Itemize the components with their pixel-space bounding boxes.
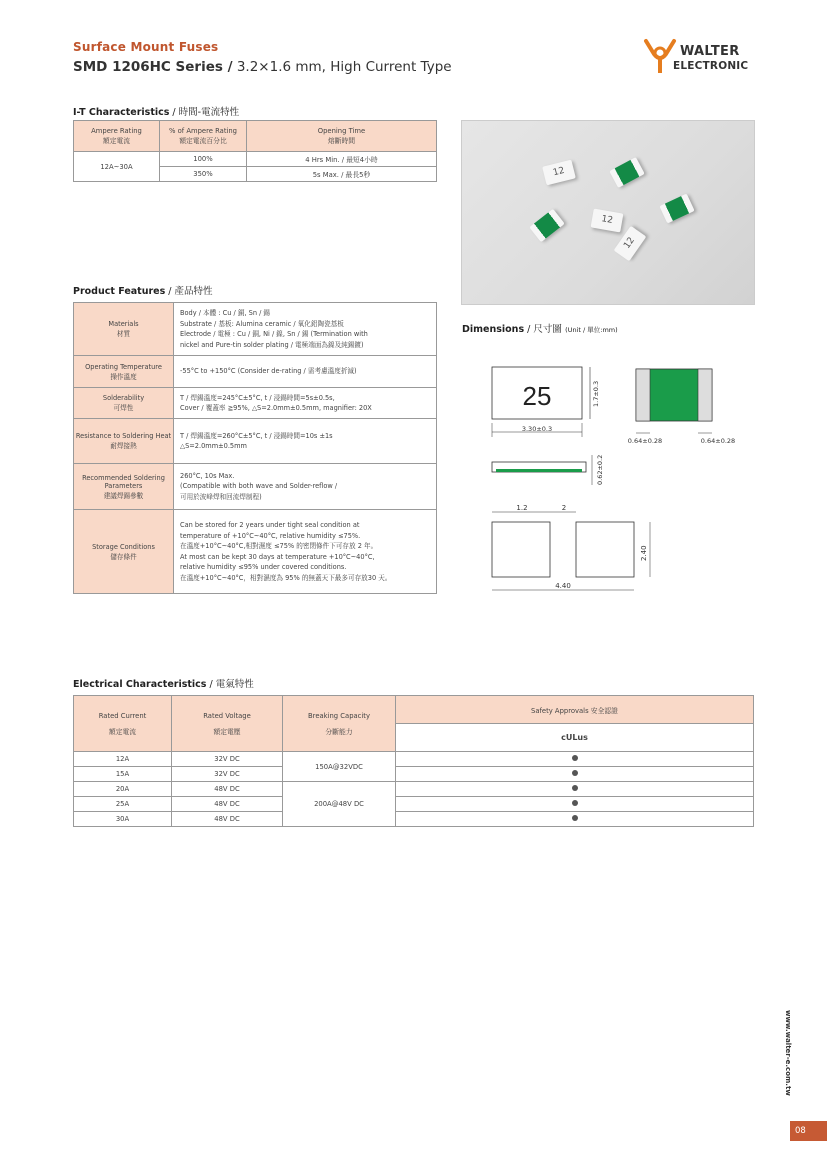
elec-header-capacity: Breaking Capacity 分斷能力	[283, 696, 396, 752]
table-row	[74, 510, 437, 594]
feature-label-storage: Storage Conditions 儲存條件	[74, 510, 174, 594]
elec-voltage: 48V DC	[172, 782, 283, 797]
chip-photo-6: 12	[614, 226, 647, 261]
table-row	[74, 767, 754, 782]
elec-capacity-2: 200A@48V DC	[283, 782, 396, 827]
elec-approval	[396, 782, 754, 797]
elec-current: 25A	[74, 797, 172, 812]
approved-dot-icon	[572, 800, 578, 806]
dim-pad-total: 4.40	[555, 582, 571, 590]
category-title: Surface Mount Fuses	[73, 40, 219, 54]
elec-header-safety: Safety Approvals 安全認證	[396, 696, 754, 724]
elec-capacity-1: 150A@32VDC	[283, 752, 396, 782]
chip-photo-3	[529, 209, 564, 242]
chip-photo-4: 12	[591, 209, 624, 233]
dimensions-section-title: Dimensions / 尺寸圖 (Unit / 單位:mm)	[462, 324, 618, 335]
approved-dot-icon	[572, 815, 578, 821]
logo-text-walter: WALTER	[680, 44, 740, 59]
approved-dot-icon	[572, 785, 578, 791]
it-time-cell: 4 Hrs Min. / 最短4小時	[247, 152, 437, 167]
table-row	[74, 356, 437, 388]
dim-term-left: 0.64±0.28	[627, 437, 663, 445]
dim-pad-gap: 2	[561, 504, 567, 512]
feature-label-soldering-params: Recommended Soldering Parameters 建議焊錫參數	[74, 464, 174, 510]
electrical-table	[73, 695, 754, 827]
elec-approval	[396, 797, 754, 812]
it-header-rating: Ampere Rating 額定電流	[74, 121, 160, 152]
feature-label-materials: Materials 材質	[74, 303, 174, 356]
table-row	[74, 419, 437, 464]
features-section-title: Product Features / 產品特性	[73, 286, 213, 297]
elec-voltage: 48V DC	[172, 797, 283, 812]
series-desc: 3.2×1.6 mm, High Current Type	[232, 59, 452, 75]
chip-photo-5	[659, 194, 694, 224]
table-row	[74, 797, 754, 812]
it-header-percent: % of Ampere Rating 額定電流百分比	[160, 121, 247, 152]
chip-photo-2	[609, 157, 644, 188]
table-row	[74, 812, 754, 827]
table-row	[74, 303, 437, 356]
elec-approval	[396, 752, 754, 767]
logo-text-electronic: ELECTRONIC	[673, 60, 749, 72]
table-row	[74, 464, 437, 510]
dimension-drawing	[480, 355, 760, 605]
footer-url: www.walter-e.com.tw	[784, 1010, 792, 1096]
elec-current: 15A	[74, 767, 172, 782]
chip-photo-1: 12	[542, 160, 576, 186]
walter-logo	[640, 38, 760, 78]
dim-pad-height: 2.40	[640, 545, 648, 561]
series-name: SMD 1206HC Series /	[73, 59, 233, 75]
table-row	[74, 782, 754, 797]
dim-pad-width: 1.2	[516, 504, 528, 512]
elec-current: 20A	[74, 782, 172, 797]
elec-approval	[396, 812, 754, 827]
approved-dot-icon	[572, 770, 578, 776]
dim-thickness: 0.62±0.2	[596, 454, 604, 485]
feature-value-storage: Can be stored for 2 years under tight seal condition at temperature of +10°C~40°C, relative humidity ≤75%. 在溫度+10°C~40°C,相對濕度 ≤75% 的密閉條件下可存放 2 年。 At most can be kept 30 days at temperature +10°C~40°C, relative humidity ≤95% under covered conditions. 在溫度+10°C~40°C，相對濕度為 95% 的無蓋天下最多可存放30 天。	[174, 510, 437, 594]
series-title	[73, 59, 452, 75]
table-row	[74, 388, 437, 419]
it-section-title: I-T Characteristics / 時間-電流特性	[73, 107, 240, 118]
product-photo	[461, 120, 755, 305]
feature-value-soldering-heat: T / 焊錫溫度=260°C±5°C, t / 浸錫時間=10s ±1s △S=2.0mm±0.5mm	[174, 419, 437, 464]
elec-voltage: 48V DC	[172, 812, 283, 827]
chip-marking: 25	[522, 381, 552, 411]
elec-header-voltage: Rated Voltage 額定電壓	[172, 696, 283, 752]
pad-left	[492, 522, 550, 577]
ul-approval-cell	[396, 724, 754, 752]
dim-length: 3.30±0.3	[521, 425, 553, 433]
elec-current: 12A	[74, 752, 172, 767]
feature-label-solderability: Solderability 可焊性	[74, 388, 174, 419]
elec-voltage: 32V DC	[172, 767, 283, 782]
ul-mark-icon: cULus	[561, 733, 588, 742]
feature-value-operating-temp: -55°C to +150°C (Consider de-rating / 需考慮溫度折減)	[174, 356, 437, 388]
feature-value-soldering-params: 260°C, 10s Max. (Compatible with both wave and Solder-reflow / 可用於波峰焊和回流焊制程)	[174, 464, 437, 510]
pad-right	[576, 522, 634, 577]
feature-label-soldering-heat: Resistance to Soldering Heat 耐焊接熱	[74, 419, 174, 464]
dim-term-right: 0.64±0.28	[700, 437, 736, 445]
it-pct-cell: 350%	[160, 167, 247, 182]
feature-label-operating-temp: Operating Temperature 操作溫度	[74, 356, 174, 388]
elec-approval	[396, 767, 754, 782]
elec-header-current: Rated Current 額定電流	[74, 696, 172, 752]
page-number: 08	[790, 1121, 827, 1141]
elec-current: 30A	[74, 812, 172, 827]
it-time-cell: 5s Max. / 最長5秒	[247, 167, 437, 182]
it-rating-cell: 12A~30A	[74, 152, 160, 182]
it-header-time: Opening Time 熔斷時間	[247, 121, 437, 152]
it-pct-cell: 100%	[160, 152, 247, 167]
table-row	[74, 752, 754, 767]
features-table	[73, 302, 437, 594]
feature-value-solderability: T / 焊錫溫度=245°C±5°C, t / 浸錫時間=5s±0.5s, Cover / 覆蓋率 ≧95%, △S=2.0mm±0.5mm, magnifier: 20X	[174, 388, 437, 419]
dim-width: 1.7±0.3	[592, 380, 600, 407]
electrical-section-title: Electrical Characteristics / 電氣特性	[73, 679, 254, 690]
it-table	[73, 120, 437, 182]
elec-voltage: 32V DC	[172, 752, 283, 767]
feature-value-materials: Body / 本體 : Cu / 銅, Sn / 錫 Substrate / 基板: Alumina ceramic / 氧化鋁陶瓷基板 Electrode / 電極 : Cu / 銅, Ni / 鎳, Sn / 錫 (Termination with nickel and Pure-tin solder plating / 電極端面為鎳及純錫鍍)	[174, 303, 437, 356]
table-row	[74, 152, 437, 167]
approved-dot-icon	[572, 755, 578, 761]
footer-url-container	[780, 1010, 804, 1110]
